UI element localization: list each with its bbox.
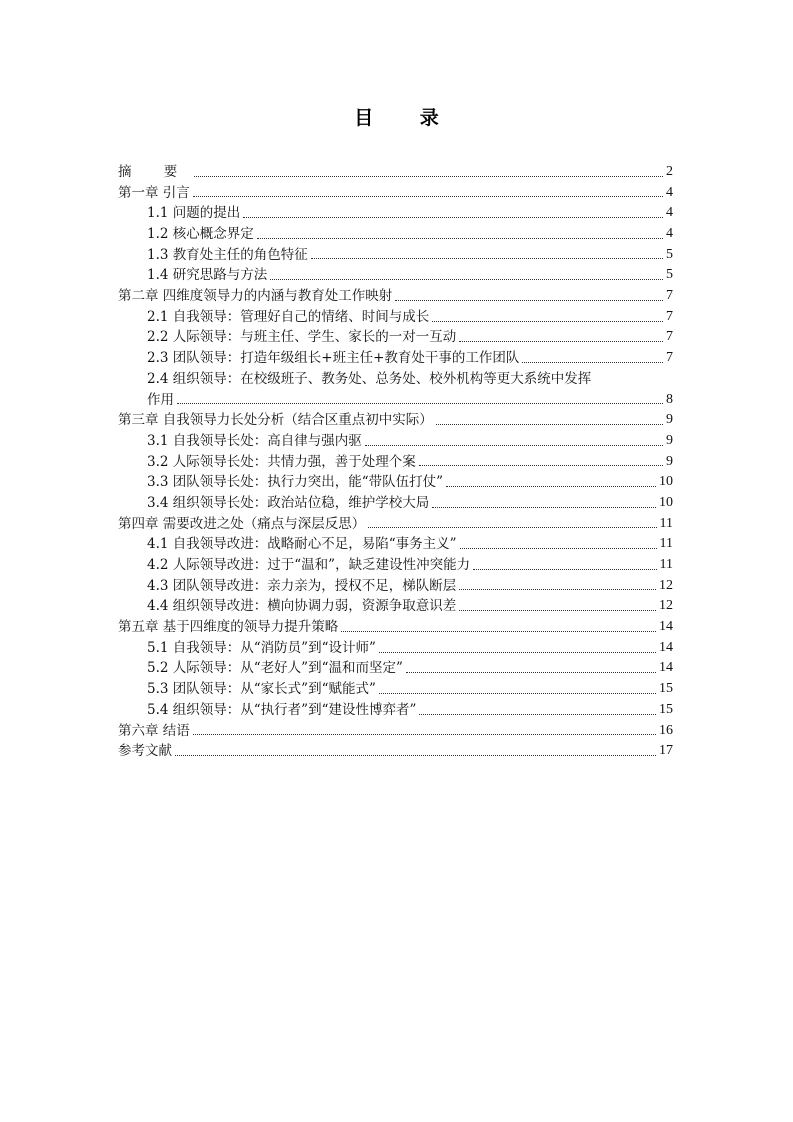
- toc-entry-label: 5.1 自我领导：从“消防员”到“设计师”: [147, 639, 376, 656]
- toc-leader-dots: [473, 569, 656, 570]
- toc-entry-label: 1.4 研究思路与方法: [147, 267, 268, 284]
- toc-entry-label: 第六章 结语: [118, 722, 190, 739]
- toc-page-number: 8: [666, 391, 673, 407]
- toc-leader-dots: [522, 362, 663, 363]
- toc-page-number: 2: [666, 163, 673, 179]
- toc-leader-dots: [419, 465, 663, 466]
- toc-page-number: 9: [666, 432, 673, 448]
- toc-entry-label: 参考文献: [118, 743, 172, 760]
- toc-leader-dots: [432, 507, 656, 508]
- toc-entry-2-2[interactable]: [118, 328, 673, 349]
- toc-page-number: 9: [666, 412, 673, 428]
- toc-entry-4-2[interactable]: [118, 555, 673, 576]
- toc-entry-2-3[interactable]: [118, 348, 673, 369]
- toc-entry-label: 2.2 人际领导：与班主任、学生、家长的一对一互动: [147, 329, 457, 346]
- toc-entry-chapter-3[interactable]: [118, 410, 673, 431]
- toc-leader-dots: [365, 445, 663, 446]
- toc-entry-5-3[interactable]: [118, 679, 673, 700]
- toc-leader-dots: [193, 734, 656, 735]
- toc-page-number: 10: [659, 494, 673, 510]
- toc-entry-label: 2.1 自我领导：管理好自己的情绪、时间与成长: [147, 308, 430, 325]
- toc-entry-label: 摘 要: [118, 163, 192, 180]
- toc-entry-label: 3.2 人际领导长处：共情力强，善于处理个案: [147, 453, 416, 470]
- toc-entry-label: 4.4 组织领导改进：横向协调力弱，资源争取意识差: [147, 598, 457, 615]
- toc-entry-1-3[interactable]: [118, 245, 673, 266]
- toc-leader-dots: [379, 652, 656, 653]
- toc-entry-2-4[interactable]: [118, 369, 673, 410]
- toc-entry-label: 2.3 团队领导：打造年级组长+班主任+教育处干事的工作团队: [147, 350, 520, 367]
- toc-entry-label: 4.2 人际领导改进：过于“温和”，缺乏建设性冲突能力: [147, 557, 471, 574]
- toc-leader-dots: [459, 341, 663, 342]
- toc-page-number: 7: [666, 329, 673, 345]
- toc-entry-3-4[interactable]: [118, 493, 673, 514]
- toc-page-number: 4: [666, 184, 673, 200]
- toc-page-number: 15: [659, 701, 673, 717]
- toc-entry-4-1[interactable]: [118, 534, 673, 555]
- page-title: 目 录: [354, 107, 459, 129]
- toc-page-number: 14: [659, 639, 673, 655]
- toc-entry-label: 第五章 基于四维度的领导力提升策略: [118, 619, 339, 636]
- toc-entry-label: 第一章 引言: [118, 184, 190, 201]
- toc-entry-chapter-1[interactable]: [118, 183, 673, 204]
- toc-entry-3-1[interactable]: [118, 431, 673, 452]
- toc-leader-dots: [243, 217, 663, 218]
- toc-page-number: 14: [659, 619, 673, 635]
- toc-page-number: 5: [666, 267, 673, 283]
- toc-leader-dots: [459, 589, 656, 590]
- toc-entry-4-4[interactable]: [118, 596, 673, 617]
- toc-entry-label: 4.1 自我领导改进：战略耐心不足，易陷“事务主义”: [147, 536, 457, 553]
- toc-entry-5-1[interactable]: [118, 638, 673, 659]
- toc-leader-dots: [193, 196, 663, 197]
- toc-page-number: 11: [659, 536, 673, 552]
- toc-entry-label: 1.3 教育处主任的角色特征: [147, 246, 308, 263]
- toc-page-number: 12: [659, 577, 673, 593]
- toc-entry-label: 5.4 组织领导：从“执行者”到“建设性博弈者”: [147, 701, 417, 718]
- toc-entry-chapter-2[interactable]: [118, 286, 673, 307]
- toc-page-number: 7: [666, 350, 673, 366]
- toc-entry-3-3[interactable]: [118, 472, 673, 493]
- toc-page-number: 16: [659, 722, 673, 738]
- toc-entry-label: 5.3 团队领导：从“家长式”到“赋能式”: [147, 681, 376, 698]
- toc-leader-dots: [406, 672, 656, 673]
- toc-entry-chapter-5[interactable]: [118, 617, 673, 638]
- toc-entry-label-continued: 作用: [147, 391, 174, 408]
- toc-leader-dots: [270, 279, 663, 280]
- toc-entry-label: 第二章 四维度领导力的内涵与教育处工作映射: [118, 288, 393, 305]
- toc-leader-dots: [194, 176, 663, 177]
- toc-entry-label: 1.2 核心概念界定: [147, 226, 254, 243]
- toc-entry-5-2[interactable]: [118, 659, 673, 680]
- toc-entry-label: 1.1 问题的提出: [147, 205, 241, 222]
- toc-page-number: 11: [659, 515, 673, 531]
- toc-entry-label: 2.4 组织领导：在校级班子、教务处、总务处、校外机构等更大系统中发挥: [147, 370, 592, 387]
- toc-entry-label: 5.2 人际领导：从“老好人”到“温和而坚定”: [147, 660, 403, 677]
- toc-entry-references[interactable]: [118, 741, 673, 762]
- toc-page-number: 5: [666, 246, 673, 262]
- toc-leader-dots: [175, 755, 656, 756]
- toc-leader-dots: [432, 321, 663, 322]
- toc-leader-dots: [311, 258, 663, 259]
- toc-page-number: 17: [659, 743, 673, 759]
- toc-page-number: 4: [666, 226, 673, 242]
- toc-page-number: 9: [666, 453, 673, 469]
- toc-entry-label: 第四章 需要改进之处（痛点与深层反思）: [118, 515, 366, 532]
- toc-entry-3-2[interactable]: [118, 452, 673, 473]
- toc-page-number: 4: [666, 205, 673, 221]
- toc-leader-dots: [341, 631, 656, 632]
- toc-entry-5-4[interactable]: [118, 700, 673, 721]
- toc-leader-dots: [436, 424, 663, 425]
- toc-leader-dots: [446, 486, 656, 487]
- toc-entry-4-3[interactable]: [118, 576, 673, 597]
- toc-entry-label: 第三章 自我领导力长处分析（结合区重点初中实际）: [118, 412, 433, 429]
- toc-page-number: 11: [659, 557, 673, 573]
- toc-entry-label: 3.3 团队领导长处：执行力突出，能“带队伍打仗”: [147, 474, 444, 491]
- toc-leader-dots: [368, 527, 656, 528]
- toc-entry-label: 3.1 自我领导长处：高自律与强内驱: [147, 432, 362, 449]
- toc-entry-label: 3.4 组织领导长处：政治站位稳，维护学校大局: [147, 494, 430, 511]
- toc-page-number: 7: [666, 308, 673, 324]
- toc-page-number: 14: [659, 660, 673, 676]
- toc-entry-2-1[interactable]: [118, 307, 673, 328]
- toc-page-number: 10: [659, 474, 673, 490]
- toc-leader-dots: [257, 238, 663, 239]
- toc-entry-chapter-4[interactable]: [118, 514, 673, 535]
- table-of-contents: [118, 162, 673, 762]
- toc-page-number: 7: [666, 288, 673, 304]
- toc-leader-dots: [395, 300, 663, 301]
- toc-leader-dots: [460, 548, 657, 549]
- toc-page-number: 15: [659, 681, 673, 697]
- toc-entry-1-4[interactable]: [118, 265, 673, 286]
- toc-leader-dots: [419, 714, 656, 715]
- toc-page-number: 12: [659, 598, 673, 614]
- toc-entry-1-2[interactable]: [118, 224, 673, 245]
- toc-entry-chapter-6[interactable]: [118, 721, 673, 742]
- toc-entry-abstract[interactable]: [118, 162, 673, 183]
- toc-leader-dots: [379, 693, 656, 694]
- toc-entry-1-1[interactable]: [118, 203, 673, 224]
- toc-leader-dots: [177, 403, 663, 404]
- toc-entry-label: 4.3 团队领导改进：亲力亲为，授权不足，梯队断层: [147, 577, 457, 594]
- toc-leader-dots: [459, 610, 656, 611]
